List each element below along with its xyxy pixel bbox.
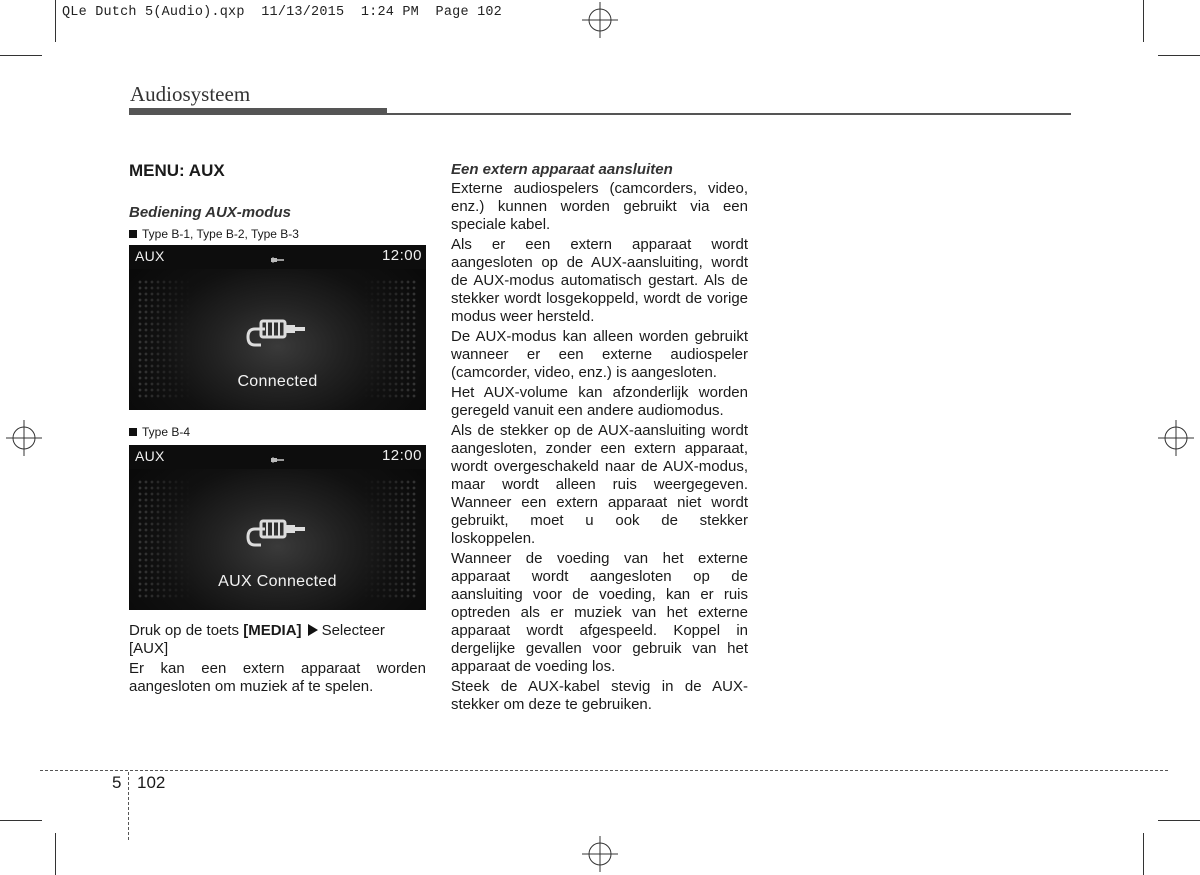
body-paragraph: Wanneer de voeding van het externe apparaat wordt aangesloten op de aansluiting voor de voeding, kan er ruis optreden als er muziek van het externe apparaat wordt afgespeeld. Koppel in dergelijke gevallen voor gebruik van het apparaat de voeding los. (451, 550, 748, 675)
aux-plug-icon (243, 513, 309, 558)
connection-status: AUX Connected (218, 573, 337, 590)
sub-heading: Bediening AUX-modus (129, 204, 291, 221)
crop-mark (55, 833, 56, 875)
aux-screen (129, 245, 426, 410)
registration-mark-icon (6, 420, 42, 456)
aux-plug-icon (271, 449, 287, 469)
body-paragraph: Als er een extern apparaat wordt aangesloten op de AUX-aansluiting, wordt de AUX-modus automatisch gestart. Als de stekker wordt losgekoppeld, wordt de vorige modus weer hersteld. (451, 236, 748, 325)
right-column (451, 160, 748, 714)
crop-mark (1143, 833, 1144, 875)
body-paragraph: De AUX-modus kan alleen worden gebruikt wanneer er een externe audiospeler (camcorder, video, enz.) is aangesloten. (451, 328, 748, 381)
screen-clock: 12:00 (381, 447, 422, 464)
aux-plug-icon (243, 313, 309, 358)
crop-mark (1158, 55, 1200, 56)
body-paragraph: Het AUX-volume kan afzonderlijk worden geregeld vanuit een andere audiomodus. (451, 384, 748, 419)
crop-mark (1158, 820, 1200, 821)
screen-mode: AUX (135, 248, 165, 264)
left-column (129, 160, 426, 696)
chapter-number: 5 (112, 773, 122, 792)
type-label: Type B-1, Type B-2, Type B-3 (129, 227, 426, 241)
body-paragraph: Er kan een extern apparaat worden aangesloten om muziek af te spelen. (129, 660, 426, 695)
bullet-square-icon (129, 230, 137, 238)
crop-mark (0, 820, 42, 821)
section-title: Audiosysteem (130, 82, 251, 106)
screen-clock: 12:00 (381, 247, 422, 264)
connection-status: Connected (237, 373, 318, 390)
registration-mark-icon (582, 2, 618, 38)
sub-heading: Een extern apparaat aansluiten (451, 161, 673, 178)
aux-plug-icon (271, 249, 287, 269)
bullet-square-icon (129, 428, 137, 436)
body-paragraph: Als de stekker op de AUX-aansluiting wordt aangesloten, zonder een extern apparaat, wordt overgeschakeld naar de AUX-modus, maar wordt alleen ruis weergegeven. Wanneer een extern apparaat niet wordt gebruikt, moet u ook de stekker loskoppelen. (451, 422, 748, 547)
crop-mark (55, 0, 56, 42)
instruction-text: Druk op de toets [MEDIA] Selecteer [AUX] (129, 622, 385, 657)
media-key-label: [MEDIA] (243, 622, 302, 639)
registration-mark-icon (582, 836, 618, 872)
menu-heading: MENU: AUX (129, 161, 225, 180)
title-bar (129, 108, 387, 115)
registration-mark-icon (1158, 420, 1194, 456)
crop-mark (1143, 0, 1144, 42)
play-arrow-icon (308, 624, 318, 636)
screen-status-bar (129, 445, 426, 467)
footer-divider (128, 772, 129, 840)
body-paragraph: Externe audiospelers (camcorders, video, enz.) kunnen worden gebruikt via een speciale kabel. (451, 180, 748, 233)
screen-body (129, 469, 426, 610)
title-rule (387, 113, 1071, 115)
page-number: 102 (137, 773, 166, 792)
screen-body (129, 269, 426, 410)
aux-screen (129, 445, 426, 610)
screen-mode: AUX (135, 448, 165, 464)
crop-mark (0, 55, 42, 56)
body-paragraph: Steek de AUX-kabel stevig in de AUX-stekker om deze te gebruiken. (451, 678, 748, 713)
type-label: Type B-4 (129, 425, 426, 439)
screen-status-bar (129, 245, 426, 267)
print-slug: QLe Dutch 5(Audio).qxp 11/13/2015 1:24 PM Page 102 (62, 5, 502, 20)
footer-rule (40, 770, 1168, 771)
